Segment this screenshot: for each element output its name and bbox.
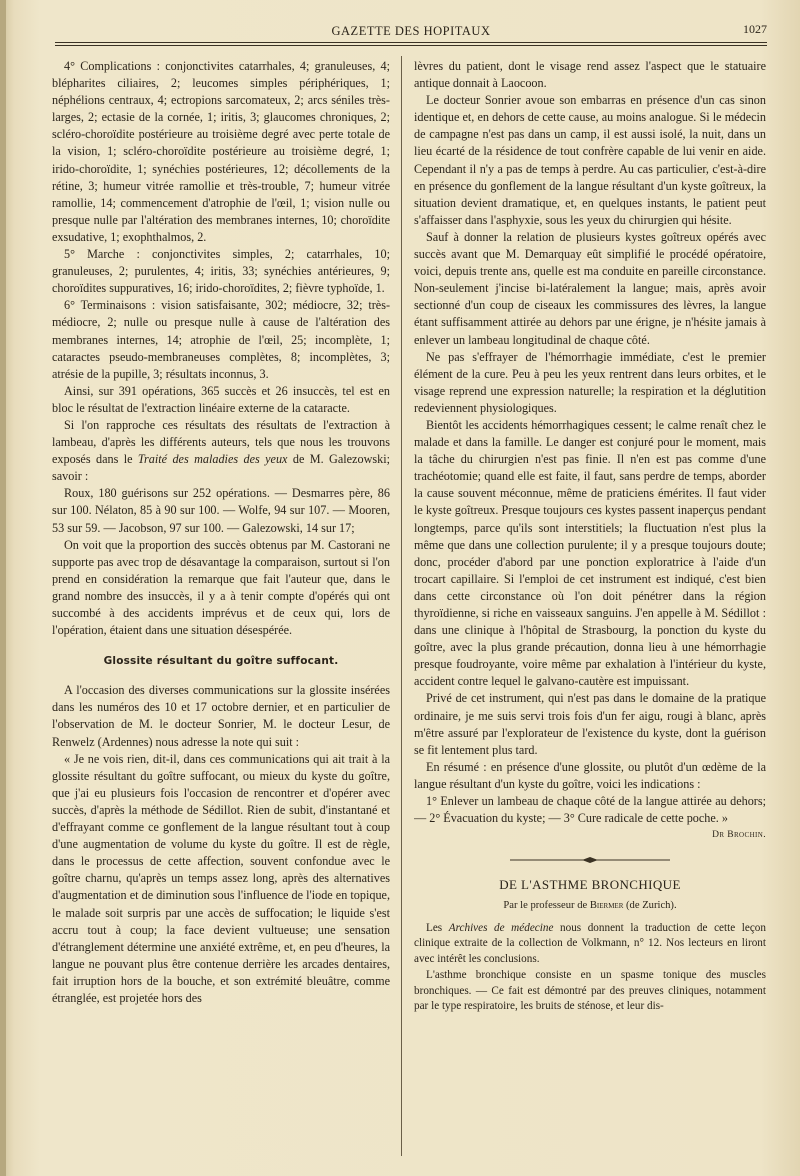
accidents-paragraph: Bientôt les accidents hémorrhagiques cessent; le calme renaît chez le malade et dans la famille. Le danger est conjuré pour le moment, mais la tâche du chirurgien n'est pas finie. Il n'en est pas comme d'une trachéotomie; quand elle est faite, il faut, sans perdre de temps, aborder la cause souvent méconnue, même de praticiens émérites. Il faut vider le kyste goîtreux. Presque toujours ces kystes passent inaperçus pendant longtemps, parce qu'ils sont interstitiels; la fluctuation n'est plus la même que dans une collection purulente; il y a presque toujours doute; donc, procéder d'abord par une ponction exploratrice à l'aide d'un trocart capillaire. Si l'emploi de cet instrument est indiqué, c'est bien dans cette circonstance où l'on doit pénétrer dans la région thyroïdienne, si riche en vaisseaux sanguins. J'en appelle à M. Sédillot : dans une clinique à l'hôpital de Strasbourg, la ponction du kyste du goître, avec la plus grande précaution, donna lieu à une hémorrhagie presque foudroyante, voire même par exhalation à l'intérieur du kyste, accident contre lequel le galvano-cautère est impuissant. — [414, 417, 766, 689]
page-number: 1027 — [743, 22, 767, 36]
resume-paragraph: En résumé : en présence d'une glossite, ou plutôt d'un œdème de la langue résultant d'un kyste du goître, voici les indications : — [414, 759, 766, 791]
journal-title: GAZETTE DES HOPITAUX — [331, 24, 491, 38]
proportion-paragraph: On voit que la proportion des succès obtenus par M. Castorani ne supporte pas avec trop de désavantage la comparaison, surtout si l'on prend en considération la remarque que fait l'auteur que, dans le grand nombre des insuccès, il y a à tenir compte d'opérés qui ont succombé à des accidents imprévus et de ceux qui, lors de l'opération, étaient dans une situation désespérée. — [52, 537, 390, 638]
byline-suffix: (de Zurich). — [623, 900, 677, 912]
asthma-paragraph: L'asthme bronchique consiste en un spasme tonique des muscles bronchiques. — Ce fait est démontré par des preuves cliniques, notamment par le type respiratoire, les bruits de sténose, et leur dis- — [414, 968, 766, 1013]
header-rule — [55, 42, 767, 43]
hemorrhage-paragraph: Ne pas s'effrayer de l'hémorrhagie immédiate, c'est le premier élément de la cure. Peu à peu les yeux rentrent dans leurs orbites, et le visage reprend une expression naturelle; la respiration et la déglutition redeviennent physiologiques. — [414, 349, 766, 415]
glossite-intro-paragraph: A l'occasion des diverses communications sur la glossite insérées dans les numéros des 10 et 17 octobre dernier, et en particulier de l'observation de M. le docteur Sonrier, M. le docteur Lesur, de Renwelz (Ardennes) nous adresse la note qui suit : — [52, 683, 390, 749]
instrument-paragraph: Privé de cet instrument, qui n'est pas dans le domaine de la pratique ordinaire, je me suis servi trois fois d'un fer aigu, rougi à blanc, après m'être assuré par l'explorateur de l'existence du kyste, dont la guérison se fit lentement plus tard. — [414, 691, 766, 757]
sonrier-paragraph: Le docteur Sonrier avoue son embarras en présence d'un cas sinon identique et, en dehors de cette cause, au moins analogue. Si le médecin de campagne n'est pas dans un camp, il est aussi isolé, la nuit, dans un lieu écarté de la résidence de tout confrère capable de lui venir en aide. Cependant il n'y a pas de temps à perdre. Au cas particulier, c'est-à-dire en présence du gonflement de la langue résultant d'un kyste goîtreux, la situation devient dramatique, et, en quelques instants, le patient peut s'affaisser dans l'asphyxie, sous les yeux du chirurgien qui hésite. — [414, 93, 766, 227]
complications-paragraph: 4° Complications : conjonctivites catarrhales, 4; granuleuses, 4; blépharites ciliaires, 2; leucomes simples périphériques, 1; néphélions centraux, 4; ectropions sarcomateux, 2; arcs séniles très-larges, 2; ectasie de la cornée, 1; iritis, 3; glaucomes chroniques, 2; scléro-choroïdite postérieure au troisième degré avec perte totale de la vision, 1; scléro-choroïdite postérieure au troisième degré, 1; irido-choroïdite, 1; synéchies postérieures, 12; décollements de la rétine, 3; humeur vitrée ramollie et très-trouble, 7; humeur vitrée ramollie, 14; commencement d'atrophie de l'œil, 1; vision nulle ou presque nulle par l'altération des membranes internes, 10; choroïdite exsudative, 1; exophthalmos, 2. — [52, 59, 390, 244]
page-header — [55, 22, 767, 42]
byline-author: Biermer — [589, 900, 624, 912]
laocoon-paragraph: lèvres du patient, dont le visage rend assez l'aspect que le statuaire antique donnait à Laocoon. — [414, 59, 766, 91]
marche-paragraph: 5° Marche : conjonctivites simples, 2; catarrhales, 10; granuleuses, 2; purulentes, 4; iritis, 33; synéchies antérieures, 9; choroïdites suppuratives, 16; irido-choroïdites, 2; fièvre typhoïde, 1. — [52, 247, 390, 296]
byline-prefix: Par le professeur de — [503, 900, 590, 912]
comparison-text-end: de M. Galezowski; savoir : — [52, 452, 390, 484]
terminaisons-paragraph: 6° Terminaisons : vision satisfaisante, 302; médiocre, 32; très-médiocre, 2; nulle ou presque nulle à cause de l'altération des membranes internes, 14; atrophie de l'œil, 25; incomplète, 1; cataractes pseudo-membraneuses complètes, 8; incomplètes, 3; atrésie de la pupille, 3; résultats inconnus, 3. — [52, 298, 390, 381]
section-subtitle: Glossite résultant du goître suffocant. — [103, 655, 339, 668]
method-paragraph: Sauf à donner la relation de plusieurs kystes goîtreux opérés avec succès avant que M. Demarquay eût simplifié le procédé opératoire, voici, depuis trente ans, quelle est ma conduite en pareille circonstance. Non-seulement j'incise bi-latéralement la langue; mais, après avoir sectionné d'un coup de ciseaux les commissures des lèvres, la langue étant suffisamment attirée au dehors par une érigne, je n'hésite jamais à enlever un lambeau longitudinal de chaque côté. — [414, 229, 766, 347]
author-signature: Dr Brochin. — [712, 830, 766, 841]
archives-text: Les — [426, 921, 449, 934]
journal-reference: Archives de médecine — [448, 921, 554, 934]
archives-paragraph — [414, 921, 766, 968]
column-divider — [401, 56, 402, 1156]
glossite-quote-paragraph: « Je ne vois rien, dit-il, dans ces communications qui ait trait à la glossite résultant du goître suffocant, ou mieux du kyste du goître, que j'ai eu plusieurs fois l'occasion de rencontrer et d'opérer avec succès, d'après la méthode de Sédillot. Rien de subit, d'instantané et d'effrayant comme ce gonflement de la langue résultant tout à coup d'une augmentation de volume du kyste du goître. Il est de règle, dans le processus de cette affection, souvent confondue avec le goître charnu, qu'après un temps assez long, après des alternatives d'augmentation et de diminution sous l'influence de l'iode en topique, le malade soit surpris par une accès de suffocation; le liquide s'est accru tout à coup; la face devient vultueuse; une sensation d'étranglement détermine une anxiété extrême, et, en peu d'heures, la langue ne pouvant plus être contenue derrière les arcades dentaires, fait irruption hors de la bouche, et son extrémité bleuâtre, comme étranglée, est projetée hors des — [52, 751, 390, 1005]
header-rule-thin — [55, 45, 767, 46]
book-title: Traité des maladies des yeux — [137, 452, 288, 467]
archives-text-end: nous donnent la traduction de cette leçon clinique extraite de la collection de Volkmann, n° 12. Nos lecteurs en liront avec intérêt les conclusions. — [414, 921, 766, 966]
statistics-paragraph: Roux, 180 guérisons sur 252 opérations. — Desmarres père, 86 sur 100. Nélaton, 85 à 90 sur 100. — Wolfe, 94 sur 107. — Mooren, 53 sur 59. — Jacobson, 97 sur 100. — Galezowski, 14 sur 17; — [52, 486, 390, 535]
article-byline — [414, 897, 766, 914]
article-heading: DE L'ASTHME BRONCHIQUE — [499, 877, 681, 893]
comparison-paragraph — [52, 417, 390, 485]
page-binding-edge — [0, 0, 6, 1176]
comparison-text: Si l'on rapproche ces résultats des résultats de l'extraction à lambeau, d'après les différents auteurs, tels que nous les trouvons exposés dans le — [52, 417, 390, 467]
ornament-divider — [510, 856, 670, 864]
left-column — [52, 58, 390, 1158]
indications-paragraph: 1° Enlever un lambeau de chaque côté de la langue attirée au dehors; — 2° Évacuation du kyste; — 3° Cure radicale de cette poche. » — [414, 794, 766, 826]
summary-paragraph: Ainsi, sur 391 opérations, 365 succès et 26 insuccès, tel est en bloc le résultat de l'extraction linéaire externe de la cataracte. — [52, 383, 390, 415]
right-column — [414, 58, 766, 1158]
